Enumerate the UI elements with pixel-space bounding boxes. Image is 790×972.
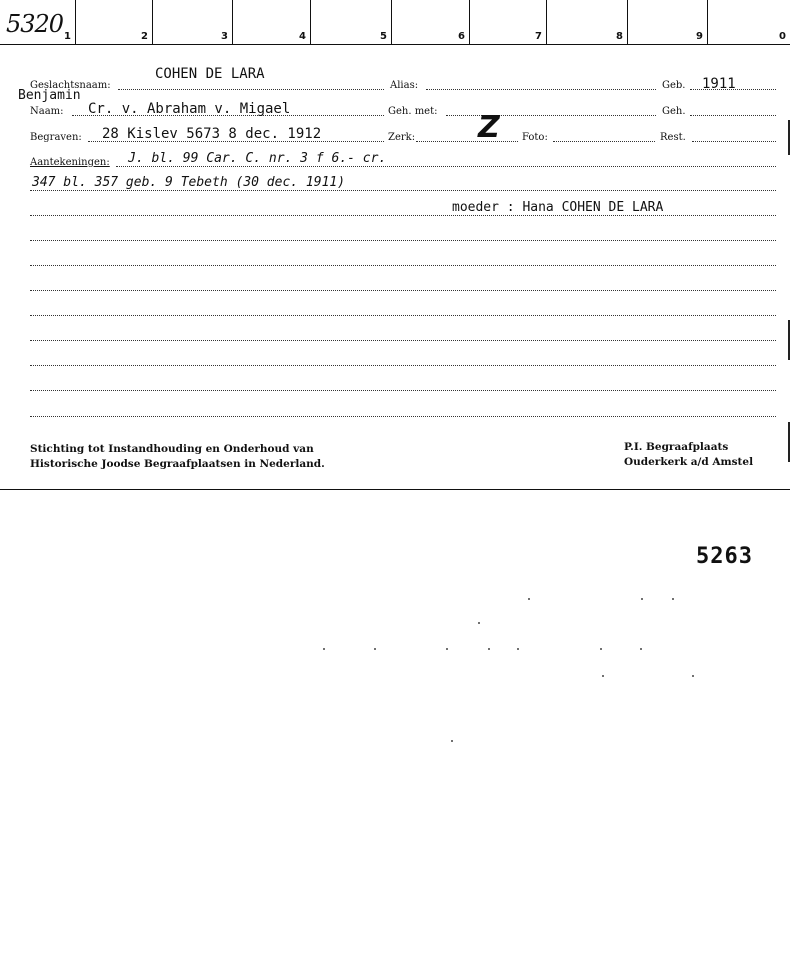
column-number: 6	[458, 31, 465, 42]
scan-speck	[446, 648, 448, 650]
column-number: 1	[64, 31, 71, 42]
surname-value: COHEN DE LARA	[155, 66, 265, 82]
notes-line2-value: 347 bl. 357 geb. 9 Tebeth (30 dec. 1911)	[32, 175, 346, 190]
name-label: Naam:	[30, 106, 64, 117]
scan-speck	[672, 598, 674, 600]
dotted-line	[30, 240, 776, 241]
dotted-line	[30, 416, 776, 417]
column-number: 0	[779, 31, 786, 42]
column-number: 7	[535, 31, 542, 42]
notes-label: Aantekeningen:	[30, 157, 110, 168]
alias-label: Alias:	[390, 80, 419, 91]
dotted-line	[30, 315, 776, 316]
dotted-line	[30, 290, 776, 291]
column-number: 8	[616, 31, 623, 42]
scan-speck	[517, 648, 519, 650]
dotted-line	[553, 141, 655, 142]
scan-speck	[600, 648, 602, 650]
column-cell-9	[628, 0, 708, 44]
rest-label: Rest.	[660, 132, 686, 143]
scan-speck	[323, 648, 325, 650]
column-number: 3	[221, 31, 228, 42]
coffin-label: Zerk:	[388, 132, 416, 143]
dotted-line	[30, 190, 776, 191]
notes-line3-value: moeder : Hana COHEN DE LARA	[452, 200, 664, 215]
column-cell-4	[233, 0, 311, 44]
column-number: 4	[299, 31, 306, 42]
born2-label: Geh.	[662, 106, 686, 117]
name-value: Cr. v. Abraham v. Migael	[88, 101, 291, 117]
footer-left-line2: Historische Joodse Begraafplaatsen in Nederland.	[30, 458, 325, 470]
column-cell-8	[547, 0, 628, 44]
column-cell-2	[76, 0, 153, 44]
dotted-line	[416, 141, 518, 142]
scan-speck	[528, 598, 530, 600]
notes-line1-value: J. bl. 99 Car. C. nr. 3 f 6.- cr.	[128, 151, 387, 166]
column-cell-6	[392, 0, 470, 44]
dotted-line	[116, 166, 776, 167]
dotted-line	[30, 340, 776, 341]
column-cell-1	[0, 0, 76, 44]
footer-left	[30, 442, 325, 472]
column-header-box	[0, 0, 790, 45]
column-number: 5	[380, 31, 387, 42]
dotted-line	[30, 265, 776, 266]
scan-speck	[451, 740, 453, 742]
card-number: 5320	[6, 10, 64, 38]
surname-label: Geslachtsnaam:	[30, 80, 111, 91]
scan-speck	[641, 598, 643, 600]
column-number: 2	[141, 31, 148, 42]
first-name-value: Benjamin	[18, 88, 81, 103]
footer-right-line2: Ouderkerk a/d Amstel	[624, 456, 754, 468]
card-bottom-edge	[0, 489, 790, 490]
stamp-number: 5263	[696, 544, 753, 569]
buried-label: Begraven:	[30, 132, 82, 143]
buried-value: 28 Kislev 5673 8 dec. 1912	[102, 126, 322, 142]
born-label: Geb.	[662, 80, 686, 91]
photo-label: Foto:	[522, 132, 548, 143]
dotted-line	[690, 115, 776, 116]
married-label: Geh. met:	[388, 106, 438, 117]
scan-speck	[602, 675, 604, 677]
column-number: 9	[696, 31, 703, 42]
column-cell-3	[153, 0, 233, 44]
dotted-line	[30, 215, 776, 216]
dotted-line	[426, 89, 656, 90]
column-cell-5	[311, 0, 392, 44]
scan-speck	[478, 622, 480, 624]
born-year-value: 1911	[702, 76, 736, 92]
scan-speck	[374, 648, 376, 650]
column-cell-10	[708, 0, 790, 44]
footer-right	[624, 440, 753, 470]
column-cell-7	[470, 0, 547, 44]
dotted-line	[118, 89, 384, 90]
scan-speck	[640, 648, 642, 650]
dotted-line	[30, 390, 776, 391]
scan-speck	[488, 648, 490, 650]
footer-left-line1: Stichting tot Instandhouding en Onderhoud van	[30, 443, 314, 455]
dotted-line	[30, 365, 776, 366]
scan-speck	[692, 675, 694, 677]
footer-right-line1: P.I. Begraafplaats	[624, 441, 729, 453]
dotted-line	[692, 141, 776, 142]
coffin-mark-value: Z	[478, 110, 500, 145]
